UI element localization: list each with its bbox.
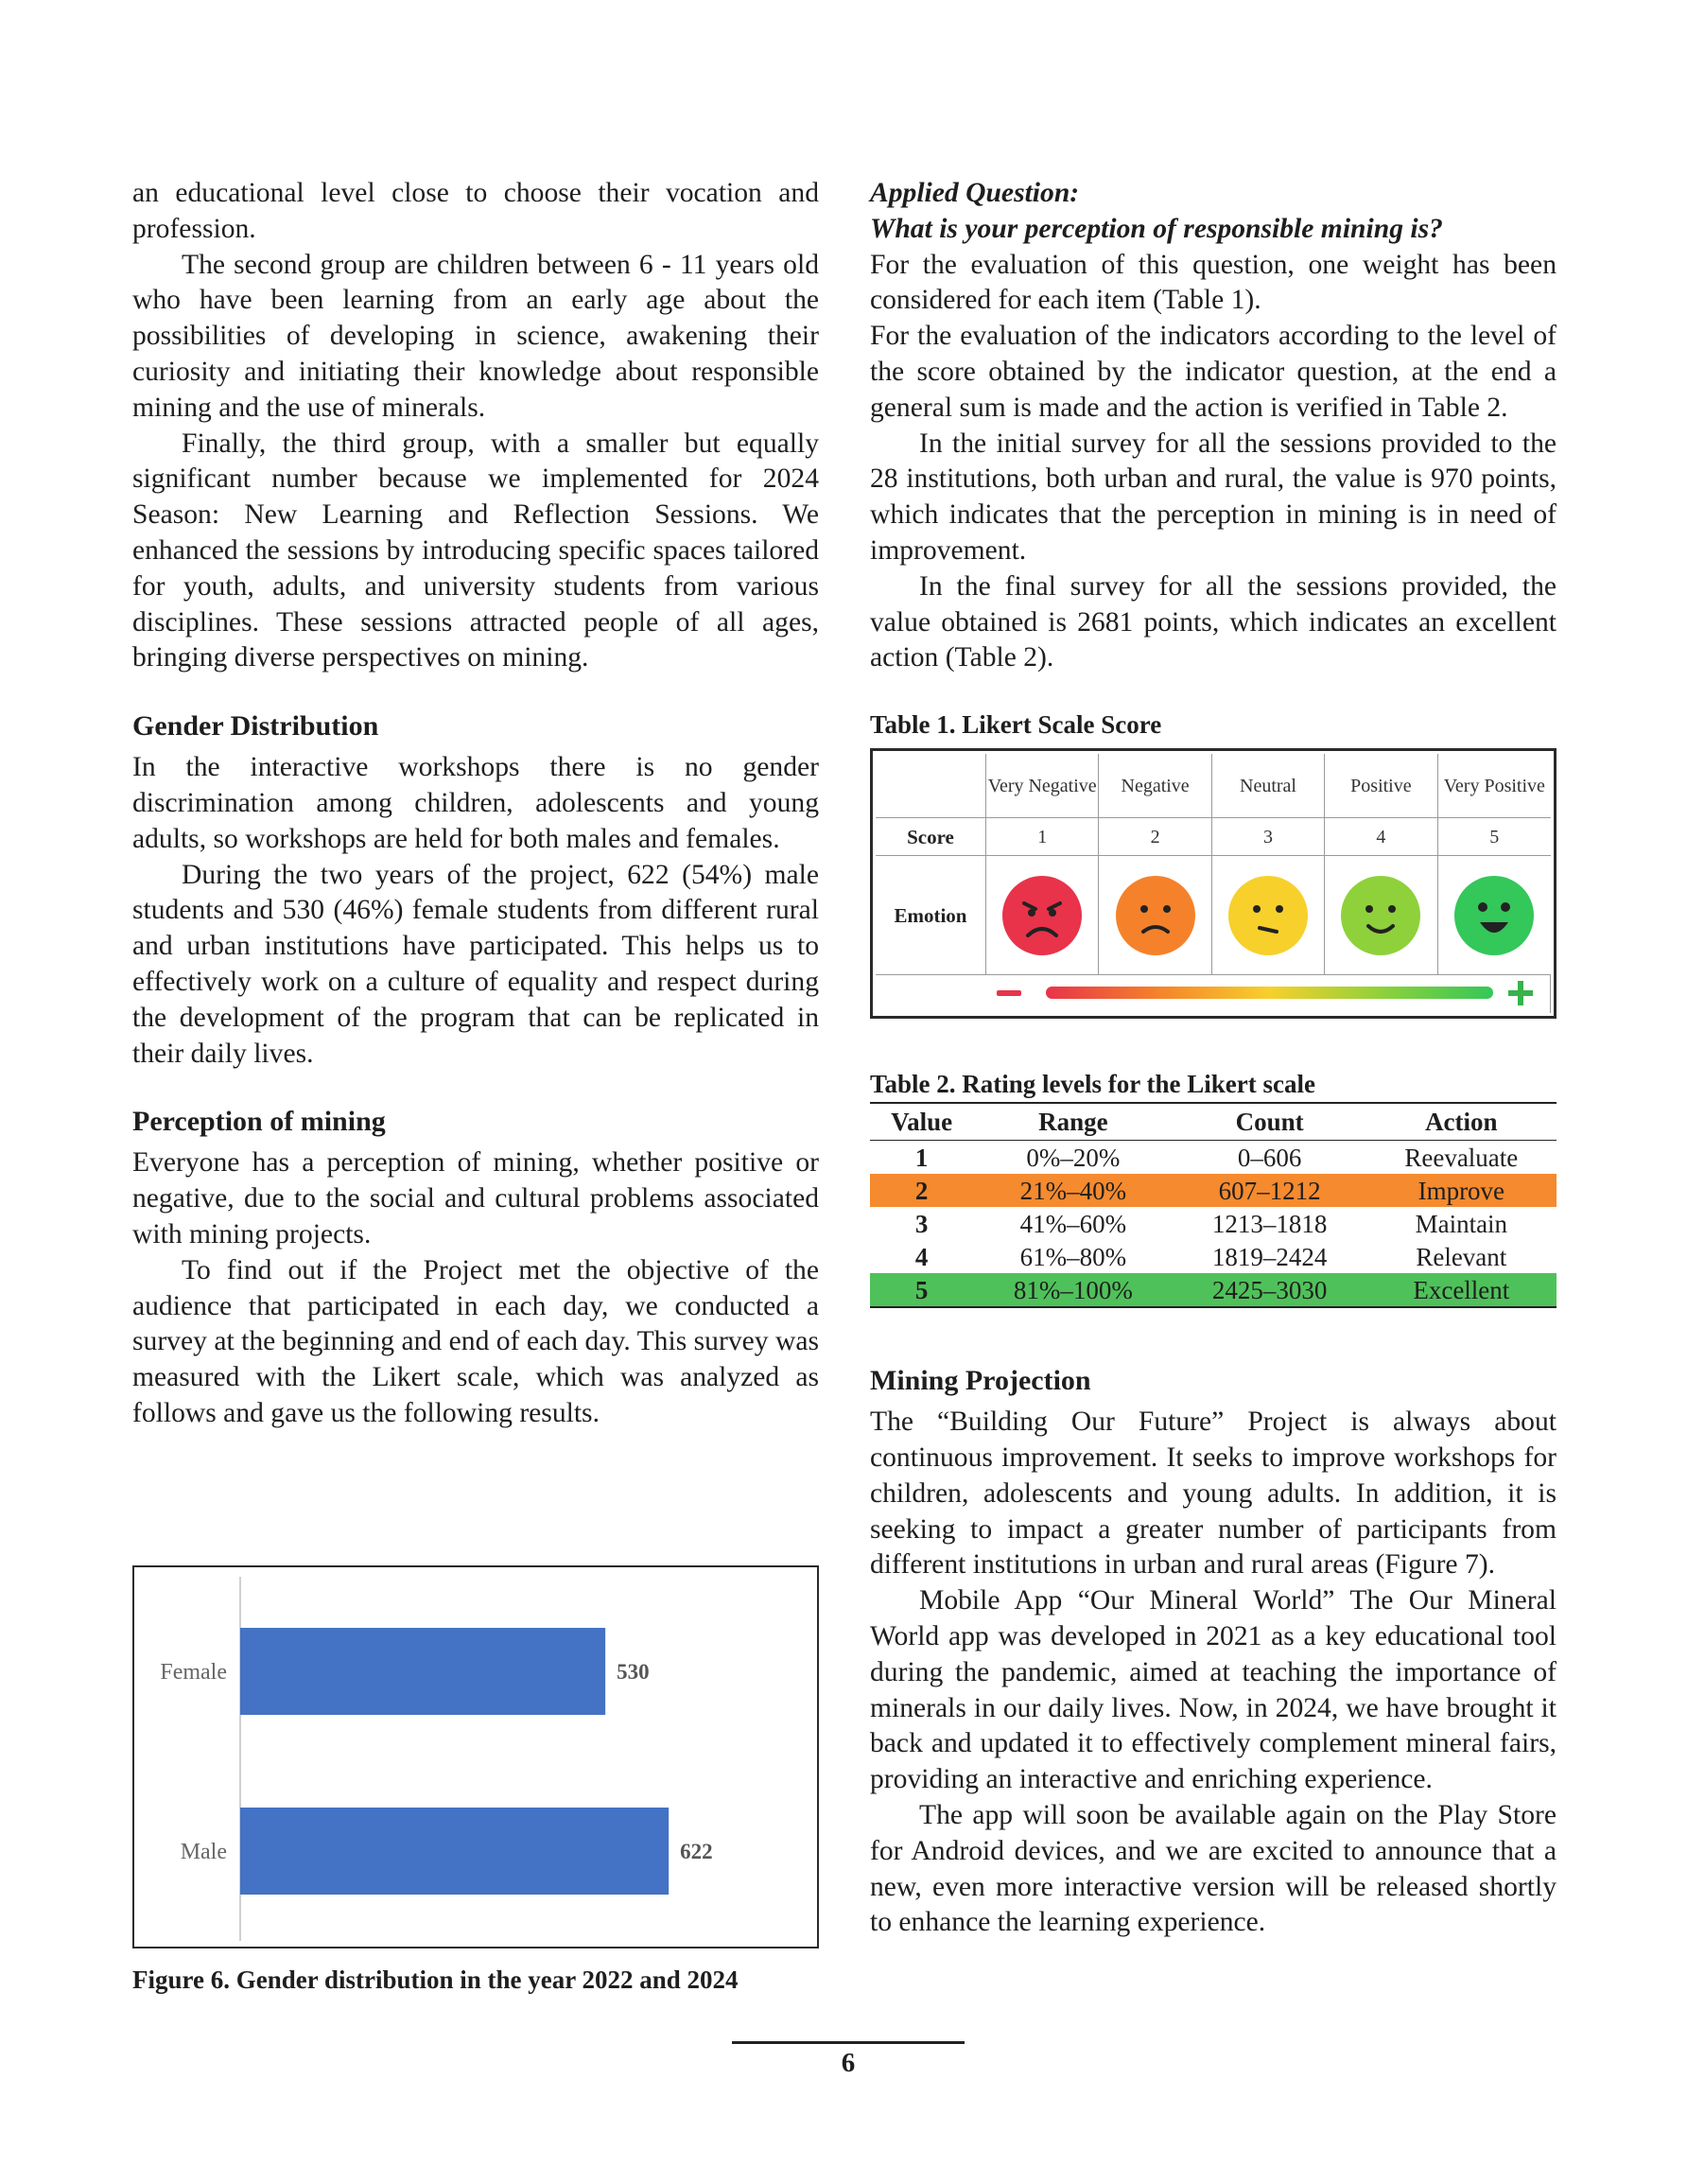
emotion-cell <box>1325 856 1437 975</box>
bar-male <box>240 1808 669 1895</box>
cell-count: 1819–2424 <box>1211 1242 1328 1271</box>
cell-count: 607–1212 <box>1174 1174 1366 1207</box>
right-column <box>870 176 1557 1941</box>
minus-icon <box>997 990 1021 996</box>
section-heading: Mining Projection <box>870 1365 1091 1397</box>
plus-icon-vertical <box>1518 981 1523 1005</box>
positive-face-icon <box>1340 875 1421 956</box>
paragraph: To find out if the Project met the objective of the audience that participated in each day, we conducted a survey at the beginning and end of each day. This survey was measured with the Likert scale, which was analyzed as follows and gave us the following results. <box>132 1254 819 1428</box>
cell-value: 3 <box>914 1209 929 1238</box>
table1-corner <box>876 754 986 818</box>
paragraph: For the evaluation of this question, one weight has been considered for each item (Table 1). <box>870 249 1557 316</box>
very-negative-face-icon <box>1001 875 1083 956</box>
very-positive-face-icon <box>1453 875 1535 956</box>
paragraph: Mobile App “Our Mineral World” The Our Mineral World app was developed in 2021 as a key educational tool during the pandemic, aimed at teaching the importance of minerals in our daily lives. Now, in 2024, we have brought it back and updated it to effectively complement mineral fairs, providing an interactive and enriching experience. <box>870 1585 1557 1795</box>
paragraph: During the two years of the project, 622 (54%) male students and 530 (46%) female students from different rural and urban institutions have participated. This helps us to effectively work on a culture of equality and respect during the development of the program that can be replicated in their daily lives. <box>132 859 819 1069</box>
negative-face-icon <box>1115 875 1196 956</box>
score-value: 3 <box>1212 818 1325 856</box>
paragraph: The second group are children between 6 - 11 years old who have been learning from an early age about the possibilities of developing in science, awakening their curiosity and initiating their knowledge about responsible mining and the use of minerals. <box>132 249 819 423</box>
cell-action: Maintain <box>1415 1209 1508 1238</box>
data-label: 622 <box>680 1840 713 1863</box>
score-value: 4 <box>1325 818 1437 856</box>
neutral-face-icon <box>1227 875 1309 956</box>
paragraph: In the final survey for all the sessions provided, the value obtained is 2681 points, which indicates an excellent action (Table 2). <box>870 570 1557 673</box>
cell-range: 21%–40% <box>973 1174 1174 1207</box>
emotion-label: Emotion <box>876 856 986 975</box>
score-value: 5 <box>1438 818 1551 856</box>
paragraph: The “Building Our Future” Project is always about continuous improvement. It seeks to improve workshops for children, adolescents and young adults. In addition, it is seeking to impact a greater number of participants from different institutions in urban and rural areas (Figure 7). <box>870 1406 1557 1581</box>
applied-question-label: Applied Question: <box>870 178 1080 208</box>
paragraph: In the initial survey for all the sessions provided to the 28 institutions, both urban and rural, the value is 970 points, which indicates that the perception in mining is in need of improvement. <box>870 428 1557 566</box>
bar-female <box>240 1628 605 1715</box>
paragraph: The app will soon be available again on the Play Store for Android devices, and we are excited to announce that a new, even more interactive version will be released shortly to enhance the learning experience. <box>870 1799 1557 1938</box>
data-label: 530 <box>617 1660 650 1684</box>
emotion-cell <box>986 856 1099 975</box>
table1-header: Positive <box>1325 754 1437 818</box>
likert-scale-table <box>870 748 1557 1019</box>
cell-range: 0%–20% <box>1026 1143 1121 1172</box>
paragraph: For the evaluation of the indicators according to the level of the score obtained by the indicator question, at the end a general sum is made and the action is verified in Table 2. <box>870 321 1557 423</box>
cell-action: Relevant <box>1416 1242 1507 1271</box>
rating-levels-table <box>870 1102 1557 1308</box>
paragraph: an educational level close to choose their vocation and profession. <box>132 178 819 244</box>
category-label: Male <box>180 1840 227 1864</box>
score-value: 1 <box>986 818 1099 856</box>
cell-range: 61%–80% <box>1019 1242 1127 1271</box>
sentiment-gradient-bar <box>876 975 1551 1013</box>
cell-count: 0–606 <box>1237 1143 1302 1172</box>
paragraph: Everyone has a perception of mining, whether positive or negative, due to the social and cultural problems associated with mining projects. <box>132 1147 819 1249</box>
section-heading: Gender Distribution <box>132 710 379 743</box>
cell-value: 1 <box>914 1143 929 1172</box>
cell-action: Reevaluate <box>1404 1143 1519 1172</box>
cell-value: 4 <box>914 1242 929 1271</box>
table2-header: Range <box>973 1103 1174 1141</box>
table-row <box>870 1174 1557 1207</box>
table1-header: Very Positive <box>1438 754 1551 818</box>
cell-count: 2425–3030 <box>1174 1273 1366 1307</box>
table1-header: Neutral <box>1212 754 1325 818</box>
table1-caption: Table 1. Likert Scale Score <box>870 710 1162 740</box>
paragraph: In the interactive workshops there is no gender discrimination among children, adolescents and young adults, so workshops are held for both males and females. <box>132 752 819 854</box>
left-column <box>132 176 819 1432</box>
cell-action: Improve <box>1366 1174 1557 1207</box>
table-row <box>870 1207 1557 1240</box>
table2-header: Action <box>1366 1103 1557 1141</box>
gender-distribution-chart <box>132 1565 819 1948</box>
table1-header: Very Negative <box>986 754 1099 818</box>
section-heading: Perception of mining <box>132 1106 386 1138</box>
table-row <box>870 1273 1557 1307</box>
table2-header: Value <box>870 1103 973 1141</box>
cell-count: 1213–1818 <box>1211 1209 1328 1238</box>
figure-caption: Figure 6. Gender distribution in the year 2022 and 2024 <box>132 1966 739 1994</box>
category-label: Female <box>160 1660 227 1685</box>
score-label: Score <box>876 818 986 856</box>
bar-chart <box>134 1567 817 1947</box>
table-row <box>870 1141 1557 1175</box>
paragraph: Finally, the third group, with a smaller but equally significant number because we implemented for 2024 Season: New Learning and Reflection Sessions. We enhanced the sessions by introducing specific spaces tailored for youth, adults, and university students from various disciplines. These sessions attracted people of all ages, bringing diverse perspectives on mining. <box>132 428 819 673</box>
table1-header: Negative <box>1099 754 1211 818</box>
emotion-cell <box>1099 856 1211 975</box>
cell-value: 5 <box>870 1273 973 1307</box>
table2-header: Count <box>1174 1103 1366 1141</box>
table2-caption: Table 2. Rating levels for the Likert scale <box>870 1070 1315 1099</box>
applied-question-text: What is your perception of responsible mining is? <box>870 213 1443 244</box>
score-value: 2 <box>1099 818 1211 856</box>
footer-rule <box>732 2041 965 2044</box>
emotion-cell <box>1438 856 1551 975</box>
cell-range: 81%–100% <box>973 1273 1174 1307</box>
gradient-scale <box>1046 987 1493 999</box>
cell-action: Excellent <box>1366 1273 1557 1307</box>
emotion-cell <box>1212 856 1325 975</box>
table-row <box>870 1240 1557 1273</box>
cell-range: 41%–60% <box>1019 1209 1127 1238</box>
cell-value: 2 <box>870 1174 973 1207</box>
page-number: 6 <box>841 2048 856 2078</box>
